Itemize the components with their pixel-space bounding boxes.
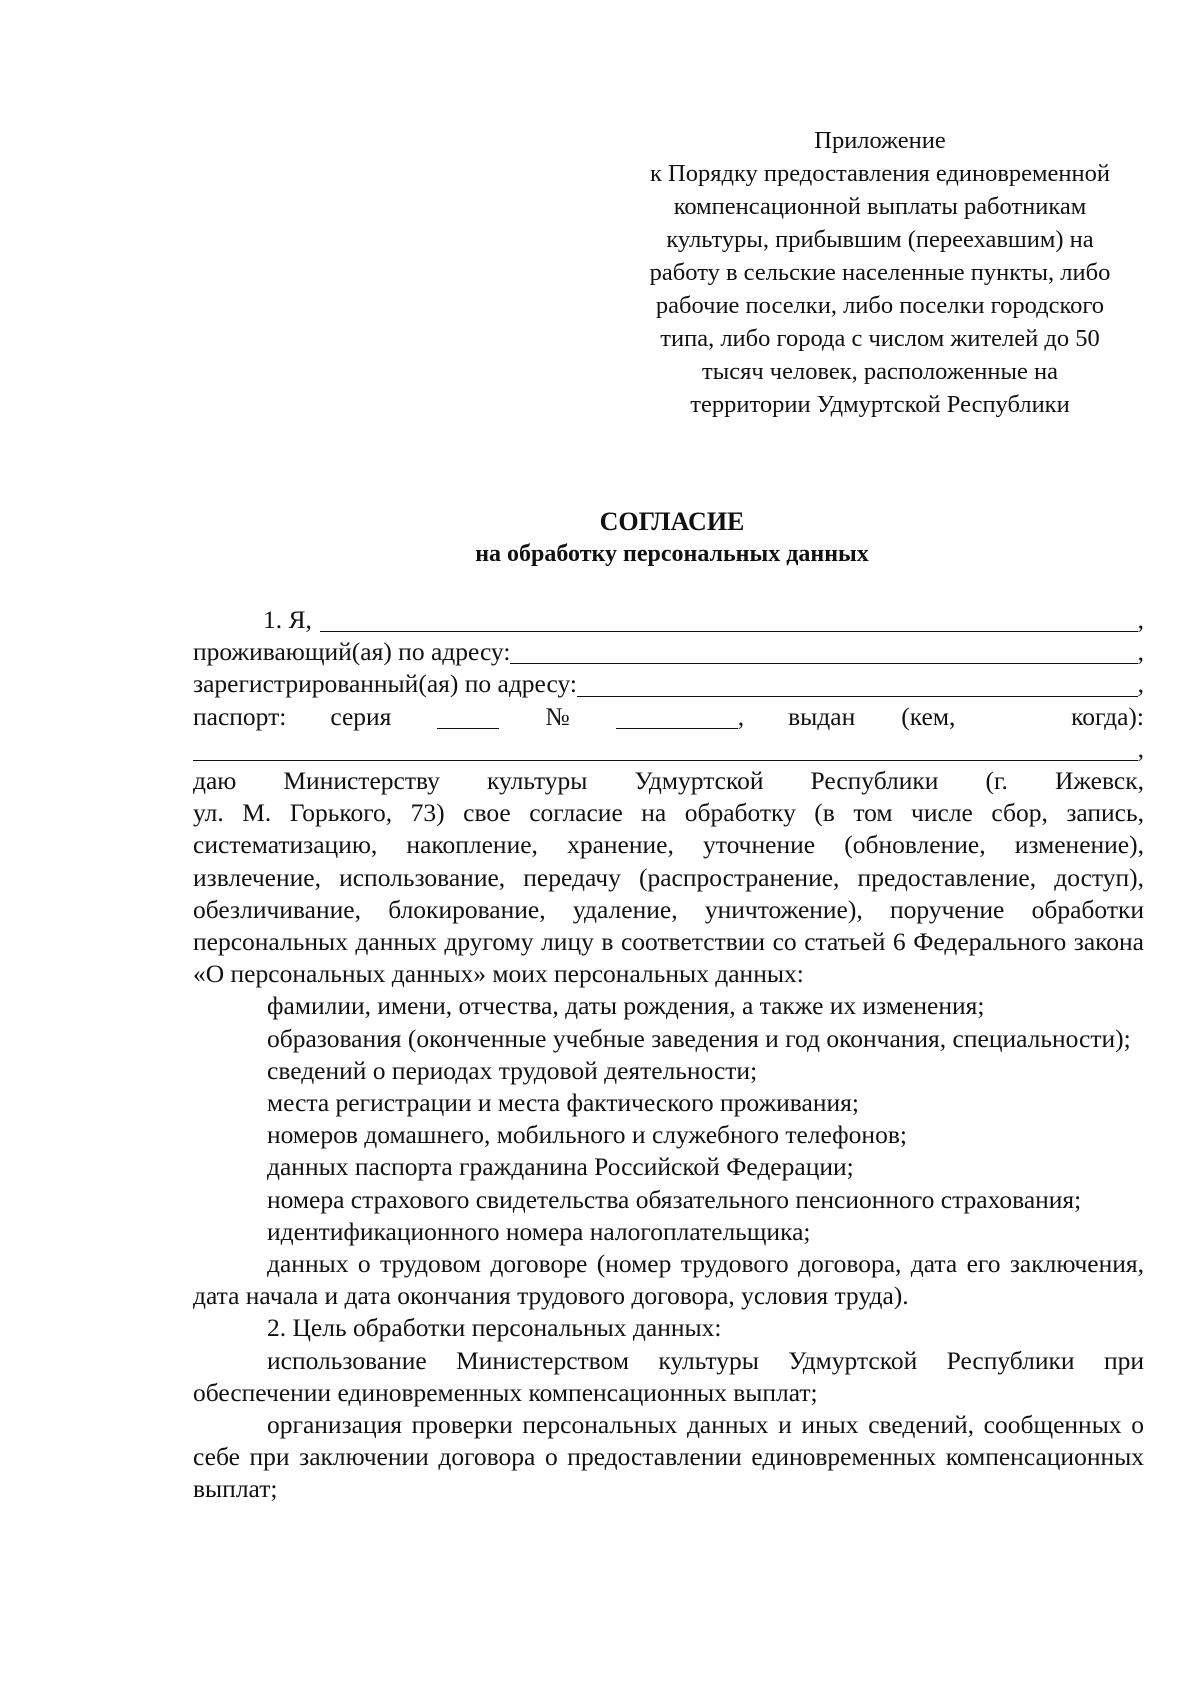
line-comma: ,: [1137, 637, 1144, 667]
line-comma: ,: [1137, 733, 1144, 763]
issued-word: выдан: [788, 701, 856, 731]
address-field[interactable]: [510, 639, 1137, 664]
registered-label: зарегистрированный(ая) по адресу:: [193, 669, 577, 699]
passport-series-field[interactable]: [437, 704, 499, 729]
address-label: проживающий(ая) по адресу:: [193, 637, 511, 667]
list-item-fio: фамилии, имени, отчества, даты рождения, а также их изменения;: [267, 991, 985, 1021]
consent-word: Министерству: [283, 765, 440, 795]
line-comma: ,: [1137, 669, 1144, 699]
appendix-line: территории Удмуртской Республики: [690, 391, 1070, 418]
appendix-line: к Порядку предоставления единовременной: [650, 160, 1110, 187]
purpose-use: использование Министерством культуры Удмуртской Республики при обеспечении единовременных компенсационных выплат;: [193, 1345, 1144, 1407]
appendix-line: культуры, прибывшим (переехавшим) на: [666, 226, 1094, 253]
registered-row: [193, 668, 1144, 700]
purpose-heading: 2. Цель обработки персональных данных:: [267, 1313, 722, 1343]
list-item-work-history: сведений о периодах трудовой деятельности;: [267, 1055, 758, 1085]
document-subtitle: на обработку персональных данных: [475, 541, 869, 567]
appendix-line: Приложение: [814, 127, 946, 154]
passport-issued-field[interactable]: [193, 736, 1138, 761]
list-item-contract: данных о трудовом договоре (номер трудового договора, дата его заключения, дата начала и дата окончания трудового договора, условия труда).: [193, 1248, 1144, 1311]
appendix-line: компенсационной выплаты работникам: [673, 193, 1087, 220]
list-item-residence: места регистрации и места фактического проживания;: [267, 1087, 859, 1117]
list-item-phones: номеров домашнего, мобильного и служебного телефонов;: [267, 1120, 907, 1150]
appendix-line: работу в сельские населенные пункты, либо: [649, 259, 1111, 286]
issued-by-word: (кем,: [901, 701, 956, 731]
list-item-inn: идентификационного номера налогоплательщика;: [267, 1216, 811, 1246]
line-comma: ,: [1137, 604, 1144, 634]
consent-paragraph: ул. М. Горького, 73) свое согласие на обработку (в том числе сбор, запись, систематизацию, накопление, хранение, уточнение (обновление, изменение), извлечение, использование, передачу (распространение, предоставление, доступ), обезличивание, блокирование, удаление, уничтожение), поручение обработки персональных данных другому лицу в соответствии со статьей 6 Федерального закона «О персональных данных» моих персональных данных:: [193, 798, 1144, 989]
name-label: 1. Я,: [263, 604, 312, 634]
issued-when-word: когда):: [1071, 701, 1144, 731]
appendix-block: [600, 124, 1160, 421]
consent-word: Удмуртской: [634, 765, 764, 795]
list-item-insurance: номера страхового свидетельства обязательного пенсионного страхования;: [267, 1184, 1082, 1214]
name-row: [193, 604, 1144, 636]
passport-row: [193, 701, 1144, 733]
consent-word: (г.: [985, 765, 1008, 795]
document-body: [193, 604, 1144, 1506]
passport-number-field[interactable]: [616, 704, 738, 729]
purpose-check: организация проверки персональных данных и иных сведений, сообщенных о себе при заключении договора о предоставлении единовременных компенсационных выплат;: [193, 1409, 1144, 1504]
list-item-education: образования (оконченные учебные заведения и год окончания, специальности);: [267, 1023, 1131, 1053]
list-item-passport: данных паспорта гражданина Российской Федерации;: [267, 1152, 854, 1182]
appendix-line: типа, либо города с числом жителей до 50: [660, 325, 1100, 352]
full-name-field[interactable]: [320, 607, 1138, 632]
passport-label: паспорт:: [193, 701, 287, 731]
consent-word: культуры: [486, 765, 588, 795]
consent-word: даю: [193, 765, 237, 795]
consent-word: Республики: [810, 765, 939, 795]
series-label: серия: [330, 701, 392, 731]
consent-first-line: [193, 765, 1144, 797]
document-title: СОГЛАСИЕ: [599, 507, 745, 536]
appendix-line: тысяч человек, расположенные на: [702, 358, 1058, 385]
consent-word: Ижевск,: [1054, 765, 1144, 795]
issued-row: [193, 733, 1144, 765]
appendix-line: рабочие поселки, либо поселки городского: [655, 292, 1105, 319]
number-label: №: [545, 701, 570, 731]
registered-address-field[interactable]: [577, 672, 1138, 697]
line-comma: ,: [737, 701, 745, 731]
address-row: [193, 636, 1144, 668]
